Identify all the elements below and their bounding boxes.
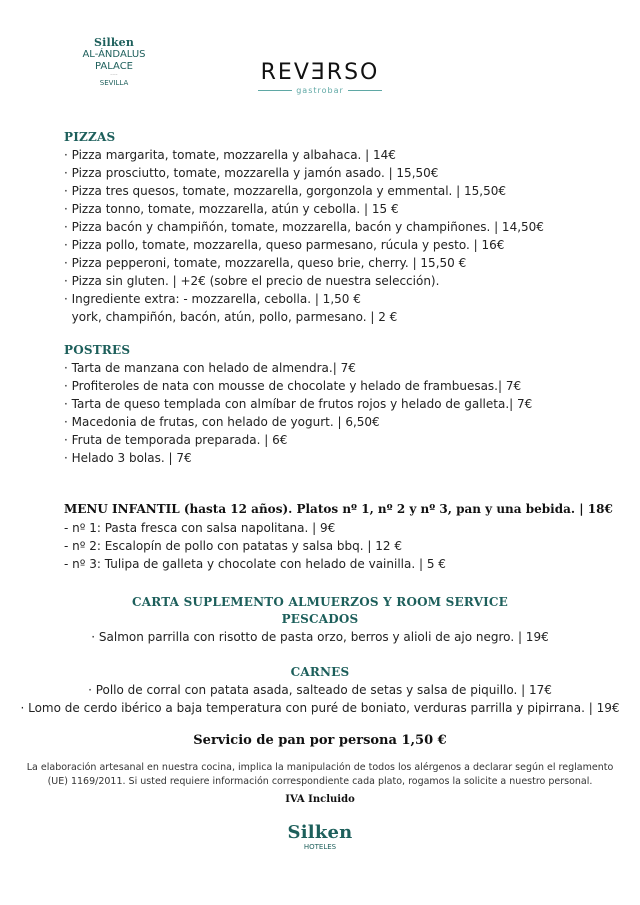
hotel-logo — [74, 36, 154, 87]
menu-item: york, champiñón, bacón, atún, pollo, parmesano. | 2 € — [64, 310, 398, 324]
menu-item: · Pollo de corral con patata asada, salteado de setas y salsa de piquillo. | 17€ — [88, 683, 552, 697]
pizzas-heading: PIZZAS — [64, 130, 116, 144]
menu-item: - nº 3: Tulipa de galleta y chocolate con helado de vainilla. | 5 € — [64, 557, 446, 571]
suplemento-heading: CARTA SUPLEMENTO ALMUERZOS Y ROOM SERVICE — [131, 595, 509, 609]
rule-right — [348, 90, 382, 91]
footer-brand: Silken — [287, 822, 353, 843]
menu-item: · Pizza bacón y champiñón, tomate, mozzarella, bacón y champiñones. | 14,50€ — [64, 220, 544, 234]
silken-footer-logo — [0, 822, 640, 851]
menu-item: · Fruta de temporada preparada. | 6€ — [64, 433, 288, 447]
pizzas-list — [64, 146, 544, 326]
menu-item: - nº 1: Pasta fresca con salsa napolitana. | 9€ — [64, 521, 336, 535]
hotel-city: SEVILLA — [99, 79, 129, 87]
menu-item: - nº 2: Escalopín de pollo con patatas y salsa bbq. | 12 € — [64, 539, 402, 553]
menu-item: · Helado 3 bolas. | 7€ — [64, 451, 192, 465]
hotel-name-2: PALACE — [95, 61, 133, 72]
menu-item: · Pizza tonno, tomate, mozzarella, atún y cebolla. | 15 € — [64, 202, 399, 216]
hotel-brand: Silken — [93, 36, 135, 49]
menu-item: · Lomo de cerdo ibérico a baja temperatura con puré de boniato, verduras parrilla y pipirrana. | 19€ — [20, 701, 620, 715]
menu-item: · Tarta de manzana con helado de almendra.| 7€ — [64, 361, 356, 375]
hotel-stars: ···· — [110, 72, 118, 79]
allergen-notice — [0, 761, 640, 789]
bread-service: Servicio de pan por persona 1,50 € — [193, 733, 447, 748]
menu-item: · Pizza tres quesos, tomate, mozzarella, gorgonzola y emmental. | 15,50€ — [64, 184, 507, 198]
footer-sub: HOTELES — [303, 843, 337, 851]
reverso-logo — [250, 60, 390, 95]
menu-item: · Pizza prosciutto, tomate, mozzarella y jamón asado. | 15,50€ — [64, 166, 439, 180]
menu-item: · Pizza pollo, tomate, mozzarella, queso parmesano, rúcula y pesto. | 16€ — [64, 238, 505, 252]
menu-item: · Salmon parrilla con risotto de pasta orzo, berros y alioli de ajo negro. | 19€ — [91, 630, 549, 644]
rule-left — [258, 90, 292, 91]
vat-note: IVA Incluido — [285, 794, 355, 805]
postres-heading: POSTRES — [64, 343, 131, 357]
infantil-heading: MENU INFANTIL (hasta 12 años). Platos nº 1, nº 2 y nº 3, pan y una bebida. | 18€ — [64, 502, 613, 516]
postres-list — [64, 359, 532, 467]
hotel-name-1: AL-ÁNDALUS — [82, 49, 146, 60]
allergen-line: La elaboración artesanal en nuestra cocina, implica la manipulación de todos los alérgenos a declarar según el reglamento — [26, 762, 614, 773]
allergen-line: (UE) 1169/2011. Si usted requiere información correspondiente cada plato, rogamos la solicite a nuestro personal. — [47, 776, 593, 787]
menu-item: · Tarta de queso templada con almíbar de frutos rojos y helado de galleta.| 7€ — [64, 397, 533, 411]
menu-item: · Macedonia de frutas, con helado de yogurt. | 6,50€ — [64, 415, 380, 429]
menu-item: · Pizza sin gluten. | +2€ (sobre el precio de nuestra selección). — [64, 274, 440, 288]
menu-item: · Pizza margarita, tomate, mozzarella y albahaca. | 14€ — [64, 148, 396, 162]
menu-item: · Ingrediente extra: - mozzarella, cebolla. | 1,50 € — [64, 292, 361, 306]
carnes-list — [0, 681, 640, 717]
pescados-list — [0, 628, 640, 646]
infantil-list — [64, 519, 446, 573]
reverso-name: REVƎRSO — [260, 60, 380, 85]
menu-item: · Pizza pepperoni, tomate, mozzarella, queso brie, cherry. | 15,50 € — [64, 256, 467, 270]
reverso-sub: gastrobar — [296, 86, 344, 95]
pescados-heading: PESCADOS — [281, 612, 359, 626]
menu-item: · Profiteroles de nata con mousse de chocolate y helado de frambuesas.| 7€ — [64, 379, 522, 393]
carnes-heading: CARNES — [290, 665, 350, 679]
